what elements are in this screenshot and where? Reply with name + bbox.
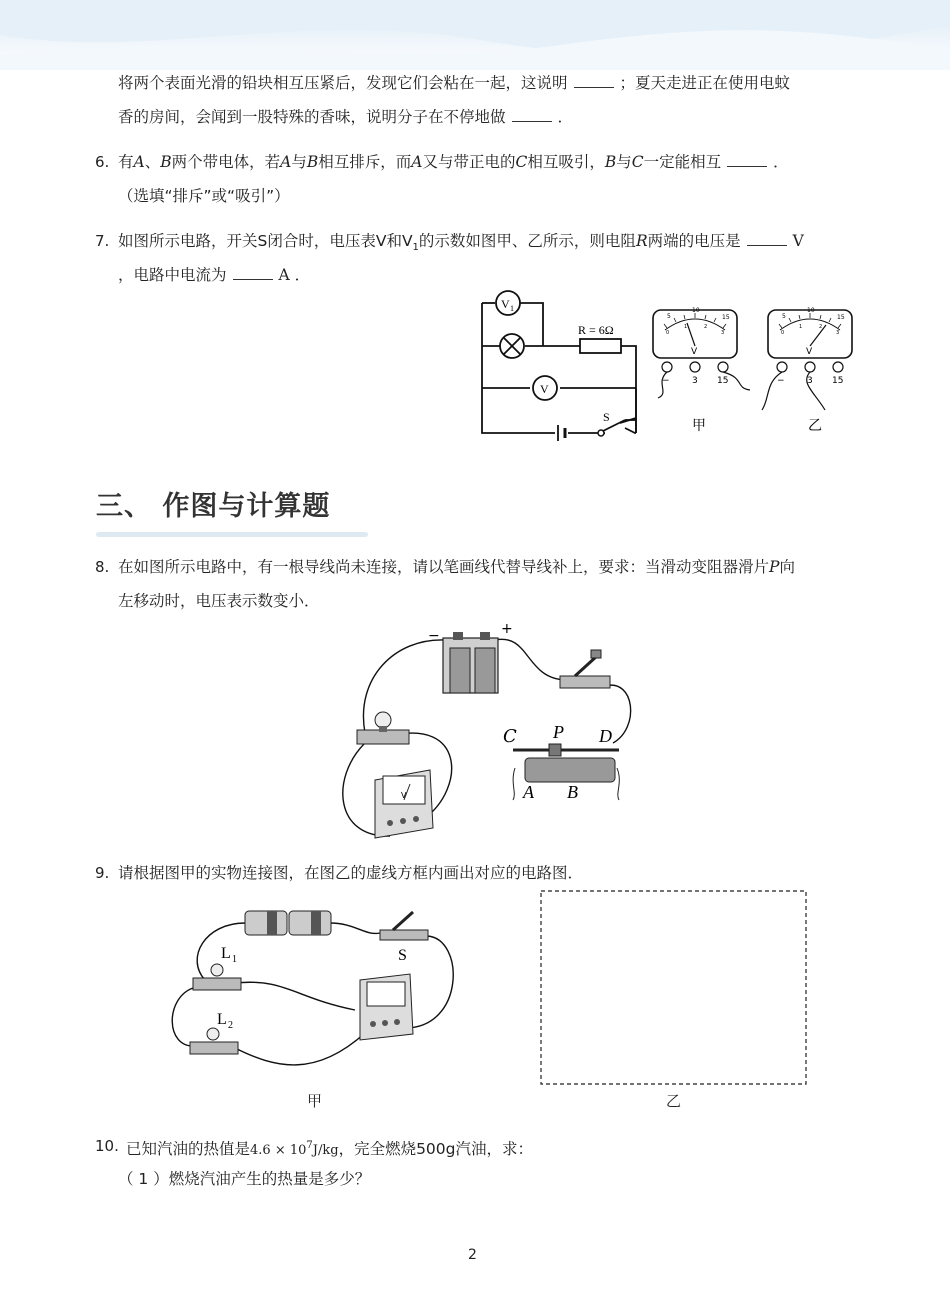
q6-line1 <box>118 151 789 173</box>
q10-line1 <box>126 1135 533 1162</box>
q9-answer-dashed-box[interactable] <box>540 890 808 1086</box>
section-title: 三、 作图与计算题 <box>96 491 331 522</box>
q9-physical-circuit-figure <box>165 898 475 1078</box>
q7-circuit-figure <box>470 288 870 448</box>
section-underline <box>96 532 368 537</box>
q7-text: ． <box>294 266 311 284</box>
q5-text: ；夏天走进正在使用电蚊 <box>619 74 791 92</box>
q10-text: ，完全燃烧500g汽油，求： <box>338 1140 533 1159</box>
q7-number: 7. <box>95 232 110 250</box>
minus-label: − <box>428 628 440 644</box>
label-C: C <box>503 726 517 747</box>
subscript: 1 <box>412 242 419 254</box>
meter-unit: V <box>806 347 813 357</box>
q8-text: 在如图所示电路中，有一根导线尚未连接，请以笔画线代替导线补上，要求：当滑动变阻器滑片 <box>118 558 770 576</box>
var-A: A <box>280 153 292 171</box>
label-P: P <box>553 722 564 742</box>
exponent: 7 <box>306 1140 313 1151</box>
answer-blank <box>747 231 787 246</box>
q7-text: 的示数如图甲、乙所示，则电阻 <box>418 232 636 250</box>
switch-label: S <box>603 410 610 424</box>
plus-label: + <box>501 621 513 637</box>
q9-text: 请根据图甲的实物连接图，在图乙的虚线方框内画出对应的电路图． <box>118 864 584 882</box>
q6-text: 一定能相互 <box>643 153 722 171</box>
label-D: D <box>599 726 612 746</box>
var-C: C <box>515 153 528 171</box>
resistor-label: R = 6Ω <box>578 323 614 337</box>
bulb-L2 <box>190 1028 238 1054</box>
q6-text: 与 <box>291 153 307 171</box>
bulb-L1 <box>193 964 241 990</box>
meter-yi <box>762 307 852 434</box>
q8-line2: 左移动时，电压表示数变小． <box>118 592 320 610</box>
terminal-label: 15 <box>717 376 729 386</box>
var-B: B <box>604 153 617 171</box>
q8-physical-circuit-figure <box>335 618 645 848</box>
meter-scale-label: 5 <box>667 313 671 320</box>
caption-yi: 乙 <box>808 418 822 434</box>
v-label: V <box>540 382 549 396</box>
var-A: A <box>411 153 423 171</box>
label-A: A <box>523 782 534 802</box>
var-C: C <box>631 153 644 171</box>
terminal-label: 15 <box>832 376 844 386</box>
battery-box <box>443 632 498 693</box>
page-number: 2 <box>468 1247 477 1263</box>
heat-value: 4.6 × 10 <box>250 1143 307 1159</box>
q10-sub1: （ 1 ）燃烧汽油产生的热量是多少？ <box>118 1170 371 1188</box>
answer-blank <box>233 265 273 280</box>
q6-text: 相互排斥，而 <box>318 153 412 171</box>
q8-text: 向 <box>779 558 795 576</box>
var-A: A <box>133 153 145 171</box>
q8-line1 <box>118 556 795 578</box>
meter-scale-label: 1 <box>799 324 803 330</box>
terminal-label: − <box>777 376 785 386</box>
q7-text: 两端的电压是 <box>647 232 741 250</box>
meter-scale-label: 5 <box>782 313 786 320</box>
meter-scale-label: 15 <box>722 314 730 321</box>
q8-number: 8. <box>95 558 110 576</box>
label-L2: L <box>217 1011 227 1028</box>
v1-label: V <box>501 297 510 311</box>
q6-line2: （选填“排斥”或“吸引”） <box>118 187 290 205</box>
knife-switch <box>560 650 610 688</box>
q7-text: 如图所示电路，开关S闭合时，电压表V和V <box>118 232 413 250</box>
q5-line1 <box>118 72 790 94</box>
q6-text: 、 <box>144 153 161 171</box>
caption-jia: 甲 <box>307 1092 323 1110</box>
label-S: S <box>398 947 407 964</box>
q7-text: ，电路中电流为 <box>118 266 227 284</box>
heat-unit: J/kg <box>312 1143 339 1159</box>
unit-volt: V <box>792 232 804 250</box>
q7-line1 <box>118 230 804 259</box>
meter-scale-label: 2 <box>819 324 823 330</box>
meter-scale-label: 3 <box>836 330 840 336</box>
label-L1-sub: 1 <box>232 954 237 965</box>
battery-pair <box>245 911 331 935</box>
unit-ampere: A <box>278 266 290 284</box>
var-P: P <box>769 558 780 576</box>
q10-number: 10. <box>95 1137 119 1155</box>
caption-jia: 甲 <box>692 418 706 434</box>
var-B: B <box>160 153 172 171</box>
q9-number: 9. <box>95 864 110 882</box>
ammeter <box>360 974 413 1040</box>
terminal-label: 3 <box>807 376 813 386</box>
label-L1: L <box>221 945 231 962</box>
q6-text: ． <box>773 153 789 171</box>
meter-unit: V <box>691 347 698 357</box>
switch-S <box>380 912 428 940</box>
meter-scale-label: 2 <box>704 324 708 330</box>
var-B: B <box>306 153 319 171</box>
q6-number: 6. <box>95 153 110 171</box>
q6-text: 有 <box>118 153 134 171</box>
q6-text: 相互吸引， <box>527 153 605 171</box>
q5-text: 香的房间，会闻到一股特殊的香味，说明分子在不停地做 <box>118 108 506 126</box>
q5-text: ． <box>557 108 574 126</box>
q6-text: 又与带正电的 <box>422 153 516 171</box>
voltmeter <box>375 770 433 838</box>
q5-text: 将两个表面光滑的铅块相互压紧后，发现它们会粘在一起，这说明 <box>118 74 568 92</box>
meter-scale-label: 15 <box>837 314 845 321</box>
q5-line2 <box>118 106 573 128</box>
terminal-label: − <box>662 376 670 386</box>
label-B: B <box>567 782 578 802</box>
var-R: R <box>635 232 648 250</box>
meter-scale-label: 0 <box>781 330 785 336</box>
meter-scale-label: 0 <box>666 330 670 336</box>
meter-scale-label: 10 <box>807 307 815 314</box>
q6-text: 两个带电体，若 <box>171 153 281 171</box>
meter-unit: V <box>401 791 407 800</box>
header-wave-decoration <box>0 0 950 70</box>
q10-text: 已知汽油的热值是 <box>126 1140 251 1159</box>
answer-blank <box>574 73 614 88</box>
v1-sub: 1 <box>510 304 514 313</box>
meter-scale-label: 1 <box>684 324 688 330</box>
terminal-label: 3 <box>692 376 698 386</box>
label-L2-sub: 2 <box>228 1020 233 1031</box>
answer-blank <box>512 107 552 122</box>
q6-text: 与 <box>616 153 632 171</box>
meter-jia <box>653 307 750 434</box>
answer-blank <box>727 152 767 167</box>
q7-line2 <box>118 264 310 286</box>
caption-yi: 乙 <box>666 1092 682 1110</box>
meter-scale-label: 3 <box>721 330 725 336</box>
resistor-symbol <box>580 339 621 353</box>
meter-scale-label: 10 <box>692 307 700 314</box>
